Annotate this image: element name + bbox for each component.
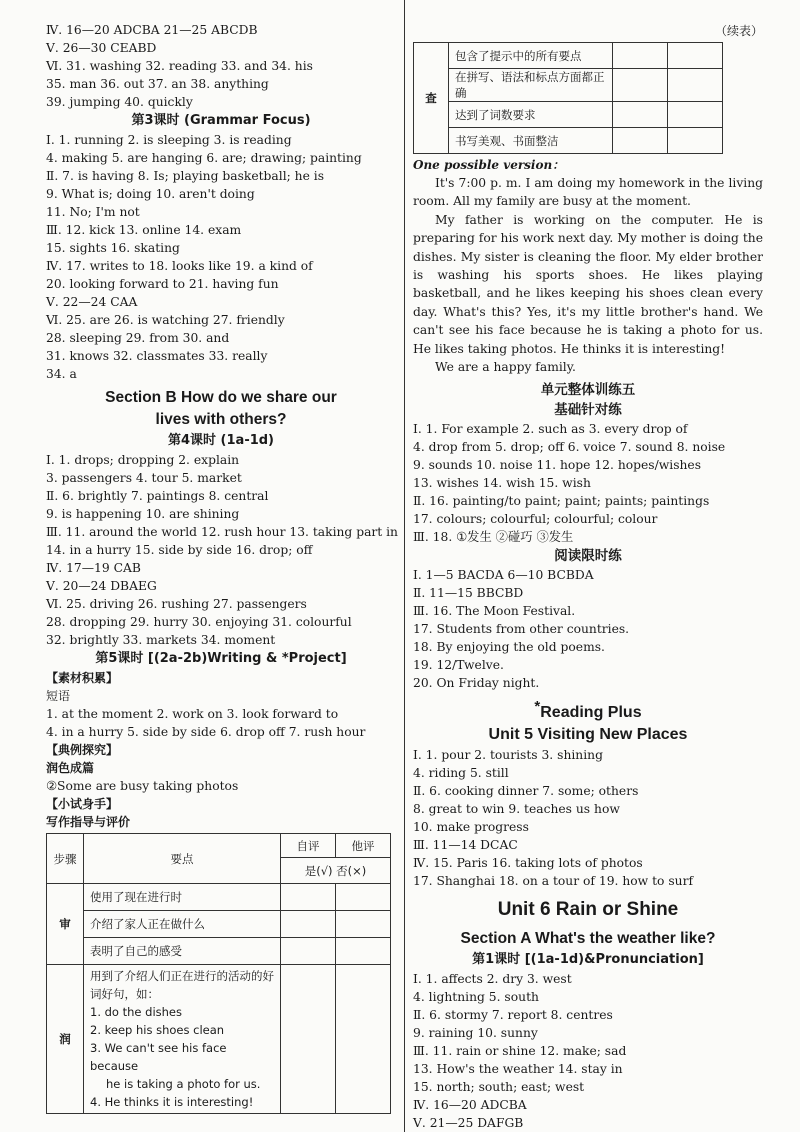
self-eval-cell (613, 43, 668, 69)
answer-line: 13. How's the weather 14. stay in (413, 1062, 623, 1077)
answer-line: 19. 12/Twelve. (413, 658, 504, 673)
peer-eval-cell (668, 102, 723, 128)
answer-line: Ⅳ. 17. writes to 18. looks like 19. a kind of (46, 259, 313, 273)
answer-line: Ⅳ. 15. Paris 16. taking lots of photos (413, 856, 643, 871)
example-sentence: 1. do the dishes (90, 1005, 182, 1019)
criterion: 表明了自己的感受 (84, 938, 281, 965)
answer-line: Ⅰ. 1. running 2. is sleeping 3. is reading (46, 133, 292, 147)
essay-paragraph: My father is working on the computer. He is preparing for his work next day. My mother is doing the dishes. My sister is cleaning the floor. My elder brother is washing his sports shoes. He likes playing basketball, and he likes keeping his shoes clean every day. What's this? Yes, it's my little brother's hand. We can't see his face because he is taking a photo for us. He likes taking photos. He thinks it is interesting! (413, 212, 763, 356)
answer-line: 28. dropping 29. hurry 30. enjoying 31. colourful (46, 615, 352, 629)
unit-5-answers (413, 746, 763, 890)
answer-line: Ⅰ. 1. drops; dropping 2. explain (46, 453, 240, 467)
polish-label: 润色成篇 (46, 761, 95, 775)
lesson-4-title: 第4课时 (1a-1d) (167, 433, 275, 448)
peer-eval-cell (668, 128, 723, 154)
criterion-intro: 用到了介绍人们正在进行的活动的好词好句，如： (90, 969, 274, 1001)
self-eval-cell (613, 69, 668, 102)
answer-line: 3. passengers 4. tour 5. market (46, 471, 242, 485)
phrase-line: 4. in a hurry 5. side by side 6. drop off 7. rush hour (46, 725, 366, 739)
answer-line: Ⅱ. 7. is having 8. Is; playing basketball; he is (46, 169, 325, 183)
self-eval-cell (281, 911, 336, 938)
answer-line: 28. sleeping 29. from 30. and (46, 331, 230, 345)
criterion-good-sentences (84, 965, 281, 1114)
answer-line: 4. lightning 5. south (413, 990, 539, 1005)
self-eval-cell (281, 965, 336, 1114)
answer-line: 17. colours; colourful; colourful; colour (413, 512, 658, 527)
criterion: 介绍了家人正在做什么 (84, 911, 281, 938)
answer-line: Ⅰ. 1. pour 2. tourists 3. shining (413, 748, 603, 763)
reading-plus-text: Reading Plus (540, 704, 642, 722)
answer-line: Ⅱ. 6. stormy 7. report 8. centres (413, 1008, 613, 1023)
try-heading: 【小试身手】 (46, 797, 119, 811)
answer-line: Ⅲ. 18. ①发生 ②碰巧 ③发生 (413, 530, 574, 545)
step-shen: 审 (47, 884, 84, 965)
answer-line: 13. wishes 14. wish 15. wish (413, 476, 591, 491)
answer-line: 35. man 36. out 37. an 38. anything (46, 77, 269, 91)
basic-answers (413, 420, 763, 546)
answer-line: 17. Shanghai 18. on a tour of 19. how to surf (413, 874, 694, 889)
lesson-1-title: 第1课时 [(1a-1d)&Pronunciation] (472, 952, 704, 968)
answer-line: Ⅰ. 1. For example 2. such as 3. every drop of (413, 422, 688, 437)
answer-line: Ⅵ. 31. washing 32. reading 33. and 34. his (46, 59, 313, 73)
answer-line: Ⅲ. 16. The Moon Festival. (413, 604, 576, 619)
polish-line: ②Some are busy taking photos (46, 779, 239, 793)
answer-line: 4. making 5. are hanging 6. are; drawing; painting (46, 151, 362, 165)
self-eval-cell (613, 128, 668, 154)
answer-line: 4. drop from 5. drop; off 6. voice 7. sound 8. noise (413, 440, 726, 455)
peer-eval-cell (336, 884, 391, 911)
answer-line: Ⅴ. 22—24 CAA (46, 295, 138, 309)
lesson-4-answers (46, 451, 396, 649)
answer-line: Ⅴ. 26—30 CEABD (46, 41, 157, 55)
answer-line: 34. a (46, 367, 77, 381)
answer-line: Ⅵ. 25. driving 26. rushing 27. passengers (46, 597, 307, 611)
example-heading: 【典例探究】 (46, 743, 119, 757)
answer-line: Ⅱ. 6. cooking dinner 7. some; others (413, 784, 639, 799)
answer-line: Ⅱ. 6. brightly 7. paintings 8. central (46, 489, 269, 503)
section-b-heading-line2: lives with others? (155, 411, 287, 428)
answer-line: Ⅰ. 1—5 BACDA 6—10 BCBDA (413, 568, 594, 583)
continued-label: （续表） (714, 24, 763, 38)
answer-line: Ⅳ. 17—19 CAB (46, 561, 141, 575)
column-divider (404, 0, 405, 1132)
self-eval-cell (281, 884, 336, 911)
section-b-heading-line1: Section B How do we share our (105, 389, 337, 406)
answer-line: 9. is happening 10. are shining (46, 507, 240, 521)
answer-line: 9. What is; doing 10. aren't doing (46, 187, 255, 201)
unit-5-title: Unit 5 Visiting New Places (488, 726, 688, 744)
answer-line: Ⅰ. 1. affects 2. dry 3. west (413, 972, 572, 987)
writing-guide-label: 写作指导与评价 (46, 815, 131, 829)
answer-line: Ⅳ. 16—20 ADCBA (413, 1098, 527, 1113)
answer-line: Ⅴ. 21—25 DAFGB (413, 1116, 524, 1131)
reading-answers (413, 566, 763, 692)
reading-timed-title: 阅读限时练 (554, 548, 622, 565)
answers-top (46, 21, 396, 111)
answer-line: 20. On Friday night. (413, 676, 540, 691)
peer-eval-cell (336, 965, 391, 1114)
star-mark: * (534, 698, 541, 716)
peer-eval-cell (336, 938, 391, 965)
evaluation-table-continued (413, 42, 723, 154)
lesson-5-title: 第5课时 [(2a-2b)Writing & *Project] (95, 651, 347, 666)
step-header: 步骤 (47, 834, 84, 884)
section-a-heading: Section A What's the weather like? (460, 930, 716, 948)
answer-line: 9. sounds 10. noise 11. hope 12. hopes/wishes (413, 458, 702, 473)
example-sentence: he is taking a photo for us. (106, 1077, 261, 1091)
peer-eval-cell (336, 911, 391, 938)
answer-line: 11. No; I'm not (46, 205, 140, 219)
answer-line: Ⅴ. 20—24 DBAEG (46, 579, 157, 593)
answer-line: Ⅲ. 11—14 DCAC (413, 838, 518, 853)
unit-6-title: Unit 6 Rain or Shine (497, 899, 679, 921)
answer-line: 14. in a hurry 15. side by side 16. drop; off (46, 543, 313, 557)
lesson-1-answers (413, 970, 763, 1132)
evaluation-table (46, 833, 391, 1114)
criterion: 书写美观、书面整洁 (449, 128, 613, 154)
lesson-3-title: 第3课时 (Grammar Focus) (131, 113, 311, 128)
phrase-line: 1. at the moment 2. work on 3. look forward to (46, 707, 339, 721)
answer-line: 10. make progress (413, 820, 529, 835)
criterion: 在拼写、语法和标点方面都正确 (449, 69, 613, 102)
answer-line: Ⅲ. 11. rain or shine 12. make; sad (413, 1044, 627, 1059)
phrases-label: 短语 (46, 689, 71, 703)
unit-training-title: 单元整体训练五 (540, 382, 636, 399)
right-column (413, 0, 763, 1132)
answer-line: 15. north; south; east; west (413, 1080, 585, 1095)
criterion: 使用了现在进行时 (84, 884, 281, 911)
material-heading: 【素材积累】 (46, 671, 119, 685)
essay-paragraph: We are a happy family. (435, 360, 576, 375)
yes-no-header: 是(√) 否(×) (281, 858, 391, 884)
example-sentence: 3. We can't see his face because (90, 1041, 227, 1073)
answer-line: 32. brightly 33. markets 34. moment (46, 633, 276, 647)
answer-line: Ⅱ. 16. painting/to paint; paint; paints; paintings (413, 494, 710, 509)
points-header: 要点 (84, 834, 281, 884)
peer-eval-cell (668, 69, 723, 102)
peer-eval-cell (668, 43, 723, 69)
answer-line: Ⅵ. 25. are 26. is watching 27. friendly (46, 313, 285, 327)
answer-line: 15. sights 16. skating (46, 241, 180, 255)
answer-line: Ⅲ. 11. around the world 12. rush hour 13. taking part in (46, 525, 398, 539)
step-run: 润 (47, 965, 84, 1114)
answer-line: 9. raining 10. sunny (413, 1026, 538, 1041)
possible-version-label: One possible version： (413, 158, 565, 172)
self-eval-cell (281, 938, 336, 965)
criterion: 包含了提示中的所有要点 (449, 43, 613, 69)
step-cha: 查 (414, 43, 449, 154)
answer-line: 31. knows 32. classmates 33. really (46, 349, 268, 363)
answer-line: Ⅲ. 12. kick 13. online 14. exam (46, 223, 242, 237)
answer-line: 4. riding 5. still (413, 766, 509, 781)
example-sentence: 2. keep his shoes clean (90, 1023, 225, 1037)
answer-line: Ⅳ. 16—20 ADCBA 21—25 ABCDB (46, 23, 258, 37)
answer-line: 39. jumping 40. quickly (46, 95, 193, 109)
criterion: 达到了词数要求 (449, 102, 613, 128)
left-column (46, 0, 396, 1114)
answer-line: 8. great to win 9. teaches us how (413, 802, 620, 817)
answer-line: 18. By enjoying the old poems. (413, 640, 605, 655)
lesson-3-answers (46, 131, 396, 383)
peer-eval-header: 他评 (336, 834, 391, 858)
self-eval-cell (613, 102, 668, 128)
answer-line: 20. looking forward to 21. having fun (46, 277, 279, 291)
answer-line: Ⅱ. 11—15 BBCBD (413, 586, 524, 601)
reading-plus-title (413, 696, 763, 724)
basic-practice-title: 基础针对练 (554, 402, 622, 419)
answer-line: 17. Students from other countries. (413, 622, 630, 637)
example-sentence: 4. He thinks it is interesting! (90, 1095, 254, 1109)
self-eval-header: 自评 (281, 834, 336, 858)
essay-paragraph: It's 7:00 p. m. I am doing my homework in the living room. All my family are busy at the moment. (413, 176, 763, 209)
